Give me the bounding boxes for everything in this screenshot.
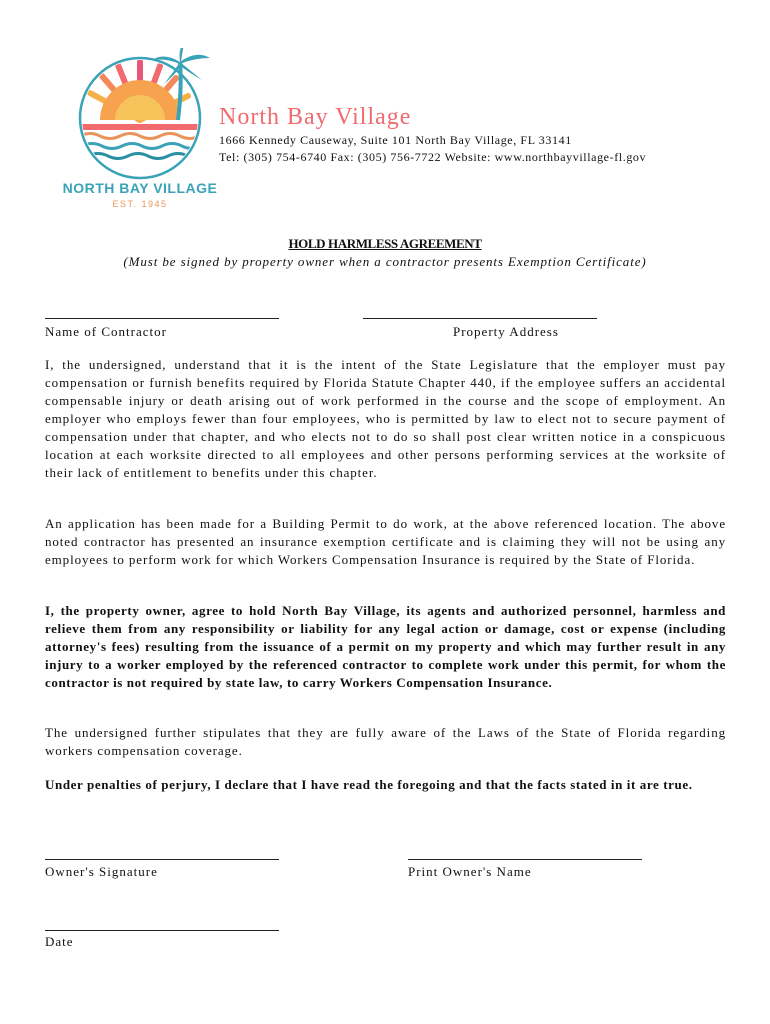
org-address: 1666 Kennedy Causeway, Suite 101 North Bay Village, FL 33141: [219, 133, 572, 147]
paragraph-perjury: Under penalties of perjury, I declare that I have read the foregoing and that the facts stated in it are true.: [45, 777, 693, 792]
date-label: Date: [45, 934, 74, 949]
contractor-name-line[interactable]: [45, 318, 279, 319]
contractor-name-label: Name of Contractor: [45, 324, 167, 339]
date-line[interactable]: [45, 930, 279, 931]
logo-wordmark: NORTH BAY VILLAGE: [62, 180, 218, 196]
print-name-line[interactable]: [408, 859, 642, 860]
paragraph-application: An application has been made for a Building Permit to do work, at the above referenced location. The above noted contractor has presented an insurance exemption certificate and is claiming they will not be using any employees to perform work for which Workers Compensation Insurance is required by the State of Florida.: [45, 516, 726, 567]
village-logo: [60, 48, 220, 216]
paragraph-intent: I, the undersigned, understand that it is the intent of the State Legislature that the employer must pay compensation or furnish benefits required by Florida Statute Chapter 440, if the employee suffers an accidental compensable injury or death arising out of work performed in the course and the scope of employment. An employer who employs fewer than four employees, who is permitted by law to elect not to secure payment of compensation under that chapter, and who elects not to do so shall post clear written notice in a conspicuous location at each worksite directed to all employees and other persons performing services at the worksite of their lack of entitlement to benefits under this chapter.: [45, 357, 726, 480]
property-address-line[interactable]: [363, 318, 597, 319]
paragraph-hold-harmless: I, the property owner, agree to hold North Bay Village, its agents and authorized personnel, harmless and relieve them from any responsibility or liability for any legal action or damage, cost or expense (including attorney's fees) resulting from the issuance of a permit on my property and which may further result in any injury to a worker employed by the referenced contractor to complete work under this permit, for whom the contractor is not required by state law, to carry Workers Compensation Insurance.: [45, 603, 726, 690]
org-contact: Tel: (305) 754-6740 Fax: (305) 756-7722 Website: www.northbayvillage-fl.gov: [219, 150, 647, 164]
logo-established: EST. 1945: [112, 199, 168, 209]
document-subtitle: (Must be signed by property owner when a contractor presents Exemption Certificate): [123, 254, 647, 269]
property-address-label: Property Address: [453, 324, 559, 339]
org-name: North Bay Village: [219, 104, 412, 130]
sun-palm-icon: [60, 48, 220, 180]
paragraph-stipulation: The undersigned further stipulates that they are fully aware of the Laws of the State of Florida regarding workers compensation coverage.: [45, 725, 726, 758]
print-name-label: Print Owner's Name: [408, 864, 532, 879]
owner-signature-line[interactable]: [45, 859, 279, 860]
document-title: HOLD HARMLESS AGREEMENT: [288, 236, 482, 251]
owner-signature-label: Owner's Signature: [45, 864, 158, 879]
